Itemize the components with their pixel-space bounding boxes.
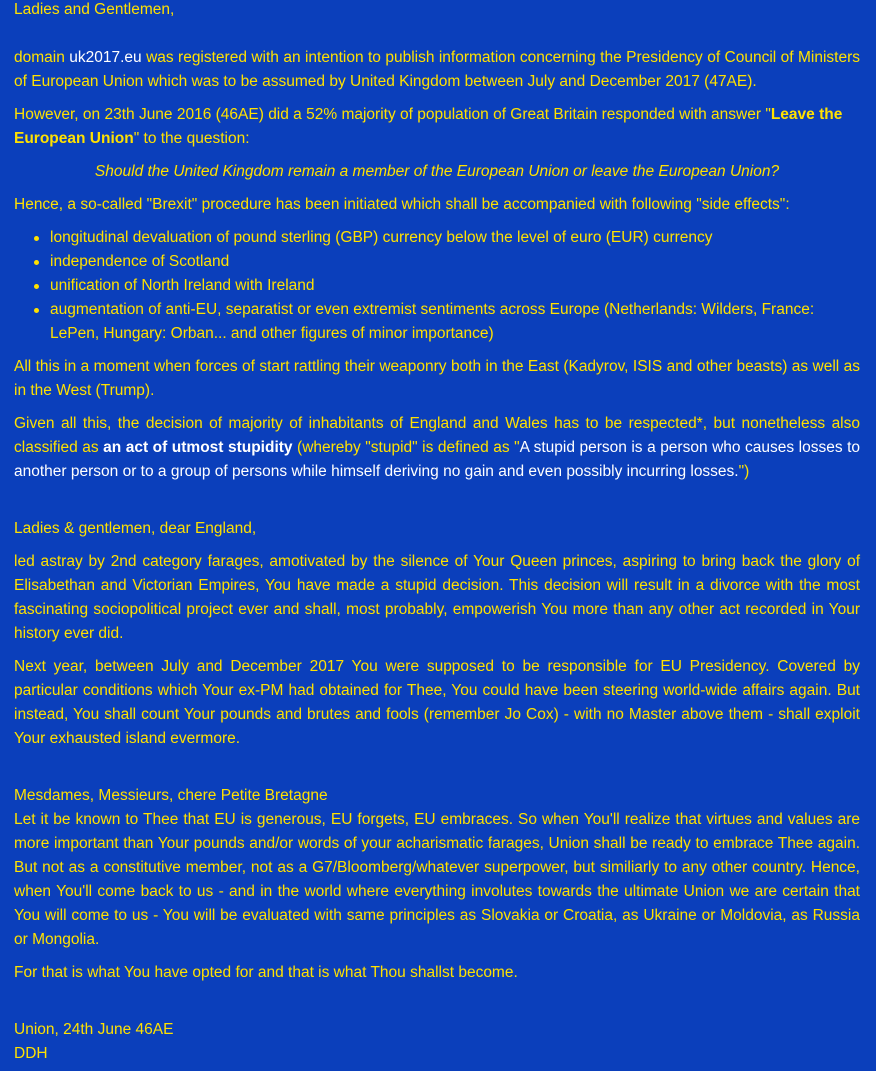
- greeting-petite-bretagne: Mesdames, Messieurs, chere Petite Bretagne: [14, 787, 328, 804]
- referendum-question: Should the United Kingdom remain a member of the European Union or leave the European Union?: [94, 163, 780, 180]
- list-item: unification of North Ireland with Ireland: [14, 274, 860, 298]
- greeting-ladies-gentlemen: Ladies and Gentlemen,: [14, 1, 175, 18]
- referendum-answer: Leave the European Union: [14, 106, 843, 147]
- signoff-place-date: Union, 24th June 46AE: [14, 1021, 174, 1038]
- stupidity-phrase: an act of utmost stupidity: [103, 439, 293, 456]
- paragraph-led-astray: led astray by 2nd category farages, amotivated by the silence of Your Queen princes, aspiring to bring back the glory of Elisabethan and Victorian Empires, You have made a stupid decision. This decision will result in a divorce with the most fascinating sociopolitical project ever and shall, most probably, empowerish You more than any other act recorded in Your history ever did.: [14, 553, 860, 642]
- paragraph-union-embraces: Let it be known to Thee that EU is generous, EU forgets, EU embraces. So when You'll realize that virtues and values are more important than Your pounds and/or words of your acharismatic farages, Union shall be ready to embrace Thee again. But not as a constitutive member, not as a G7/Bloomberg/whatever superpower, but similiarly to any other country. Hence, when You'll come back to us - and in the world where everything involutes towards the ultimate Union we are certain that You will come to us - You will be evaluated with same principles as Slovakia or Croatia, as Ukraine or Moldovia, as Russia or Mongolia.: [14, 811, 860, 948]
- list-item: longitudinal devaluation of pound sterling (GBP) currency below the level of euro (EUR) currency: [14, 226, 860, 250]
- paragraph-referendum: However, on 23th June 2016 (46AE) did a 52% majority of population of Great Britain responded with answer "Leave the European Union" to the question:: [14, 106, 843, 147]
- greeting-dear-england: Ladies & gentlemen, dear England,: [14, 520, 257, 537]
- list-item: independence of Scotland: [14, 250, 860, 274]
- signoff-author: DDH: [14, 1045, 48, 1062]
- side-effects-list: [14, 226, 860, 346]
- paragraph-domain: domain uk2017.eu was registered with an intention to publish information concerning the Presidency of Council of Ministers of European Union which was to be assumed by United Kingdom between July and December 2017 (47AE).: [14, 49, 860, 90]
- domain-name: uk2017.eu: [69, 49, 142, 66]
- paragraph-weaponry: All this in a moment when forces of start rattling their weaponry both in the East (Kadyrov, ISIS and other beasts) as well as in the West (Trump).: [14, 358, 860, 399]
- paragraph-brexit-intro: Hence, a so-called "Brexit" procedure has been initiated which shall be accompanied with following "side effects":: [14, 196, 790, 213]
- paragraph-closing: For that is what You have opted for and that is what Thou shallst become.: [14, 964, 518, 981]
- paragraph-stupidity: Given all this, the decision of majority of inhabitants of England and Wales has to be respected*, but nonetheless also classified as an act of utmost stupidity (whereby "stupid" is defined as "A stupid person is a person who causes losses to another person or to a group of persons while himself deriving no gain and even possibly incurring losses."): [14, 415, 861, 480]
- stupidity-definition: A stupid person is a person who causes losses to another person or to a group of persons while himself deriving no gain and even possibly incurring losses.: [14, 439, 861, 480]
- list-item: augmentation of anti-EU, separatist or even extremist sentiments across Europe (Netherlands: Wilders, France: LePen, Hungary: Orban... and other figures of minor importance): [14, 298, 860, 346]
- paragraph-eu-presidency: Next year, between July and December 2017 You were supposed to be responsible for EU Presidency. Covered by particular conditions which Your ex-PM had obtained for Thee, You could have been steering world-wide affairs again. But instead, You shall count Your pounds and brutes and fools (remember Jo Cox) - with no Master above them - shall exploit Your exhausted island evermore.: [14, 658, 860, 747]
